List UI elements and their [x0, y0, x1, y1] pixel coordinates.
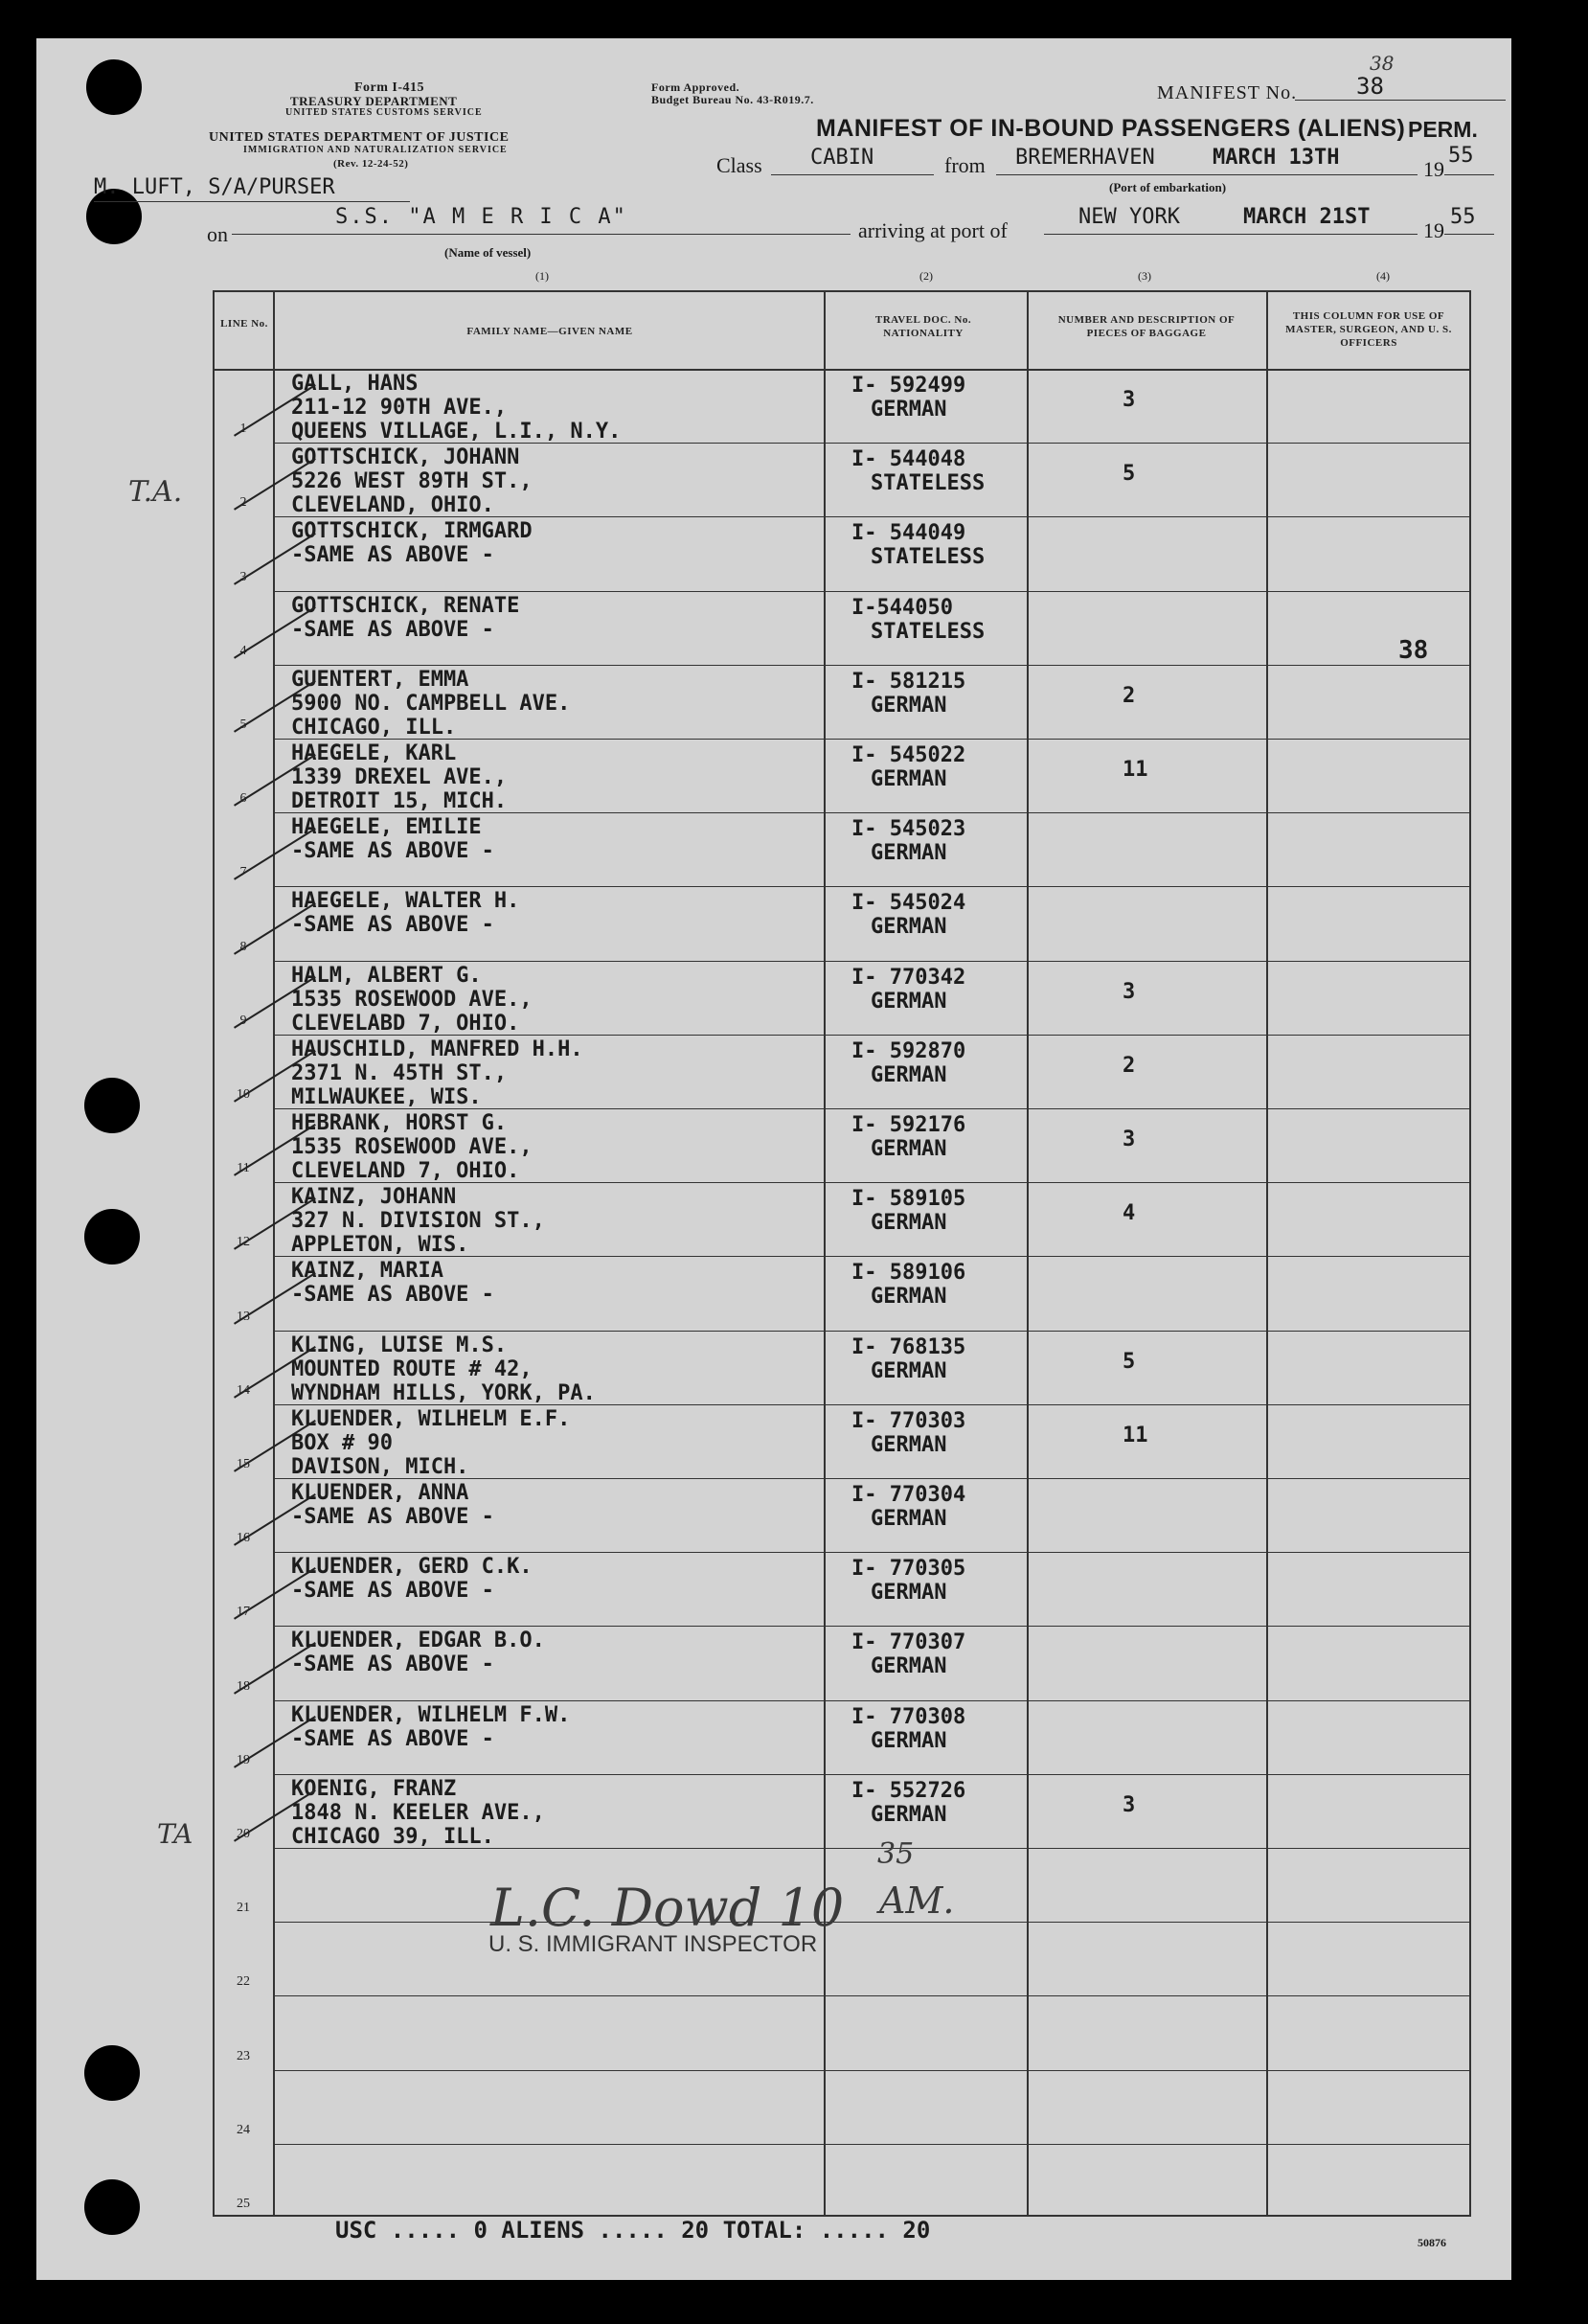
line-number: 22: [237, 1974, 250, 1990]
nationality: GERMAN: [871, 1728, 947, 1753]
line-number: 8: [239, 939, 247, 954]
line-number: 10: [237, 1087, 250, 1102]
col-num-1: (1): [535, 269, 549, 283]
passenger-name-address: HAEGELE, EMILIE -SAME AS ABOVE -: [291, 815, 494, 864]
passenger-name-address: GOTTSCHICK, JOHANN 5226 WEST 89TH ST., CLEVELAND, OHIO.: [291, 445, 533, 518]
row-divider: [275, 961, 1469, 962]
passenger-name-address: KLUENDER, EDGAR B.O. -SAME AS ABOVE -: [291, 1629, 545, 1677]
passenger-name-address: KAINZ, MARIA -SAME AS ABOVE -: [291, 1259, 494, 1308]
on-label: on: [207, 222, 228, 246]
punch-hole: [84, 1078, 140, 1133]
col-header-baggage: NUMBER AND DESCRIPTION OF PIECES OF BAGGAGE: [1057, 314, 1236, 339]
line-number: 6: [239, 791, 247, 807]
row-divider: [275, 1774, 1469, 1775]
nationality: GERMAN: [871, 1654, 947, 1679]
nationality: GERMAN: [871, 989, 947, 1014]
form-number: Form I-415: [354, 80, 425, 95]
row-divider: [275, 1700, 1469, 1701]
nationality: GERMAN: [871, 1581, 947, 1606]
signature-time-minutes: 35: [877, 1837, 915, 1871]
line-number: 20: [237, 1827, 250, 1841]
passenger-name-address: HALM, ALBERT G. 1535 ROSEWOOD AVE., CLEVELABD 7, OHIO.: [291, 963, 533, 1036]
row-divider: [275, 1035, 1469, 1036]
line-number: 14: [237, 1382, 250, 1398]
line-number: 25: [237, 2197, 250, 2211]
ta-mark: TA: [157, 1818, 193, 1850]
row-divider: [275, 739, 1469, 740]
passenger-name-address: HAEGELE, WALTER H. -SAME AS ABOVE -: [291, 889, 520, 938]
baggage-count: 5: [1123, 1349, 1136, 1374]
passenger-name-address: HAEGELE, KARL 1339 DREXEL AVE., DETROIT 15, MICH.: [291, 741, 508, 813]
form-revision: (Rev. 12-24-52): [333, 158, 409, 170]
nationality: GERMAN: [871, 1137, 947, 1161]
baggage-count: 2: [1123, 1053, 1136, 1078]
passenger-name-address: GUENTERT, EMMA 5900 NO. CAMPBELL AVE. CHICAGO, ILL.: [291, 667, 571, 740]
travel-doc-number: I-544050: [851, 595, 953, 620]
col-num-4: (4): [1376, 269, 1390, 283]
row-divider: [275, 591, 1469, 592]
passenger-name-address: KLUENDER, WILHELM F.W. -SAME AS ABOVE -: [291, 1702, 571, 1751]
col-header-travel-doc: TRAVEL DOC. No. NATIONALITY: [874, 314, 972, 339]
passenger-name-address: GOTTSCHICK, RENATE -SAME AS ABOVE -: [291, 593, 520, 642]
nationality: GERMAN: [871, 915, 947, 940]
arriving-label: arriving at port of: [858, 218, 1008, 242]
manifest-number-handwritten: 38: [1370, 52, 1395, 75]
punch-hole: [84, 1209, 140, 1265]
row-divider: [275, 1552, 1469, 1553]
arrival-date: MARCH 21ST: [1243, 205, 1371, 229]
nationality: GERMAN: [871, 693, 947, 718]
budget-bureau: Budget Bureau No. 43-R019.7.: [651, 93, 814, 106]
ta-mark: T.A.: [128, 475, 183, 509]
travel-doc-number: I- 770305: [851, 1557, 966, 1582]
line-number: 9: [239, 1013, 247, 1028]
form-approved: Form Approved.: [651, 80, 740, 94]
line-number: 13: [237, 1309, 250, 1324]
baggage-count: 4: [1123, 1201, 1136, 1226]
passenger-name-address: KLING, LUISE M.S. MOUNTED ROUTE # 42, WYNDHAM HILLS, YORK, PA.: [291, 1333, 596, 1405]
travel-doc-number: I- 581215: [851, 669, 966, 694]
nationality: GERMAN: [871, 767, 947, 791]
row-divider: [275, 1922, 1469, 1923]
passenger-name-address: KLUENDER, WILHELM E.F. BOX # 90 DAVISON, MICH.: [291, 1406, 571, 1479]
totals-line: USC ..... 0 ALIENS ..... 20 TOTAL: ..... 20: [335, 2217, 931, 2244]
row-divider: [275, 1995, 1469, 1996]
baggage-count: 3: [1123, 1792, 1136, 1817]
row-divider: [275, 1626, 1469, 1627]
col-header-officers: THIS COLUMN FOR USE OF MASTER, SURGEON, AND U. S. OFFICERS: [1285, 310, 1452, 349]
line-number: 12: [237, 1235, 250, 1250]
baggage-count: 3: [1123, 388, 1136, 412]
travel-doc-number: I- 768135: [851, 1334, 966, 1359]
row-divider: [275, 2144, 1469, 2145]
travel-doc-number: I- 544049: [851, 521, 966, 546]
customs-service: UNITED STATES CUSTOMS SERVICE: [285, 107, 483, 118]
treasury-dept: TREASURY DEPARTMENT: [290, 94, 458, 108]
travel-doc-number: I- 545024: [851, 891, 966, 916]
passenger-name-address: KLUENDER, ANNA -SAME AS ABOVE -: [291, 1481, 494, 1529]
passenger-name-address: GALL, HANS 211-12 90TH AVE., QUEENS VILLAGE, L.I., N.Y.: [291, 372, 622, 444]
manifest-number: 38: [1356, 73, 1384, 100]
from-port: BREMERHAVEN: [1015, 146, 1155, 170]
officer-count: 38: [1398, 636, 1429, 665]
nationality: GERMAN: [871, 1507, 947, 1531]
travel-doc-number: I- 552726: [851, 1778, 966, 1803]
baggage-count: 11: [1123, 1423, 1148, 1447]
vessel-caption: (Name of vessel): [444, 245, 532, 260]
line-number: 3: [239, 569, 247, 584]
baggage-count: 11: [1123, 758, 1148, 782]
travel-doc-number: I- 589105: [851, 1187, 966, 1212]
inspector-label: U. S. IMMIGRANT INSPECTOR: [488, 1931, 818, 1957]
travel-doc-number: I- 545022: [851, 743, 966, 767]
justice-dept: UNITED STATES DEPARTMENT OF JUSTICE: [209, 130, 510, 145]
year-prefix: 19: [1423, 157, 1444, 181]
nationality: STATELESS: [871, 619, 986, 644]
row-divider: [275, 1331, 1469, 1332]
line-number: 17: [237, 1605, 250, 1620]
nationality: GERMAN: [871, 1802, 947, 1827]
baggage-count: 3: [1123, 1128, 1136, 1151]
nationality: STATELESS: [871, 471, 986, 496]
passenger-name-address: KAINZ, JOHANN 327 N. DIVISION ST., APPLETON, WIS.: [291, 1185, 545, 1258]
line-number: 7: [239, 865, 247, 880]
passenger-name-address: HEBRANK, HORST G. 1535 ROSEWOOD AVE., CLEVELAND 7, OHIO.: [291, 1111, 533, 1183]
nationality: GERMAN: [871, 1432, 947, 1457]
class-label: Class: [716, 153, 762, 177]
col-header-name: FAMILY NAME—GIVEN NAME: [466, 326, 633, 337]
passenger-name-address: KLUENDER, GERD C.K. -SAME AS ABOVE -: [291, 1555, 533, 1604]
row-divider: [275, 812, 1469, 813]
line-number: 21: [237, 1901, 250, 1916]
travel-doc-number: I- 592499: [851, 374, 966, 398]
col-num-2: (2): [919, 269, 933, 283]
travel-doc-number: I- 592176: [851, 1113, 966, 1137]
baggage-count: 2: [1123, 683, 1136, 708]
row-divider: [275, 1478, 1469, 1479]
row-divider: [275, 665, 1469, 666]
row-divider: [275, 443, 1469, 444]
signature-time-am: AM.: [879, 1880, 955, 1922]
from-year: 55: [1448, 144, 1474, 168]
travel-doc-number: I- 592870: [851, 1038, 966, 1063]
col-header-line-no: LINE No.: [220, 318, 268, 330]
line-number: 11: [237, 1161, 250, 1176]
line-number: 24: [237, 2122, 250, 2137]
travel-doc-number: I- 544048: [851, 447, 966, 472]
passenger-name-address: GOTTSCHICK, IRMGARD -SAME AS ABOVE -: [291, 519, 533, 568]
line-number: 1: [239, 422, 247, 437]
baggage-count: 5: [1123, 462, 1136, 487]
nationality: GERMAN: [871, 1211, 947, 1236]
nationality: GERMAN: [871, 1285, 947, 1310]
travel-doc-number: I- 770342: [851, 965, 966, 990]
row-divider: [275, 2070, 1469, 2071]
from-date: MARCH 13TH: [1213, 146, 1340, 170]
arrival-port: NEW YORK: [1078, 205, 1180, 229]
col-num-3: (3): [1138, 269, 1151, 283]
punch-hole: [84, 2179, 140, 2235]
baggage-count: 3: [1123, 979, 1136, 1004]
row-divider: [275, 1404, 1469, 1405]
line-number: 23: [237, 2048, 250, 2063]
port-embarkation-caption: (Port of embarkation): [1109, 180, 1227, 194]
travel-doc-number: I- 770308: [851, 1704, 966, 1729]
nationality: GERMAN: [871, 1062, 947, 1087]
line-number: 4: [239, 643, 247, 658]
purser-name: M. LUFT, S/A/PURSER: [94, 175, 335, 199]
travel-doc-number: I- 770303: [851, 1408, 966, 1433]
arrival-year: 55: [1450, 205, 1476, 229]
nationality: GERMAN: [871, 1358, 947, 1383]
vessel-name: S.S. "A M E R I C A": [335, 205, 627, 229]
line-number: 15: [237, 1457, 250, 1471]
passenger-name-address: KOENIG, FRANZ 1848 N. KEELER AVE., CHICAGO 39, ILL.: [291, 1776, 545, 1849]
nationality: GERMAN: [871, 398, 947, 422]
row-divider: [275, 1848, 1469, 1849]
line-number: 2: [239, 495, 247, 511]
year-prefix-2: 19: [1423, 218, 1444, 242]
class-value: CABIN: [810, 146, 874, 170]
from-label: from: [944, 153, 986, 177]
line-number: 19: [237, 1752, 250, 1767]
row-divider: [275, 886, 1469, 887]
row-divider: [275, 1108, 1469, 1109]
row-divider: [275, 516, 1469, 517]
perm-label: PERM.: [1408, 117, 1478, 142]
line-number: 16: [237, 1531, 250, 1546]
nationality: GERMAN: [871, 841, 947, 866]
line-number: 5: [239, 718, 247, 732]
punch-hole: [84, 2045, 140, 2101]
travel-doc-number: I- 545023: [851, 817, 966, 842]
nationality: STATELESS: [871, 545, 986, 570]
travel-doc-number: I- 589106: [851, 1261, 966, 1286]
punch-hole: [86, 59, 142, 115]
manifest-no-label: MANIFEST No.: [1157, 82, 1298, 103]
passenger-name-address: HAUSCHILD, MANFRED H.H. 2371 N. 45TH ST., MILWAUKEE, WIS.: [291, 1037, 583, 1109]
form-code: 50876: [1418, 2236, 1446, 2249]
travel-doc-number: I- 770304: [851, 1483, 966, 1507]
inspector-signature: L.C. Dowd 10: [490, 1878, 845, 1938]
line-number: 18: [237, 1678, 250, 1694]
row-divider: [275, 1182, 1469, 1183]
travel-doc-number: I- 770307: [851, 1630, 966, 1655]
ins-service: IMMIGRATION AND NATURALIZATION SERVICE: [243, 145, 508, 155]
manifest-title: MANIFEST OF IN-BOUND PASSENGERS (ALIENS): [816, 115, 1406, 142]
row-divider: [275, 1256, 1469, 1257]
